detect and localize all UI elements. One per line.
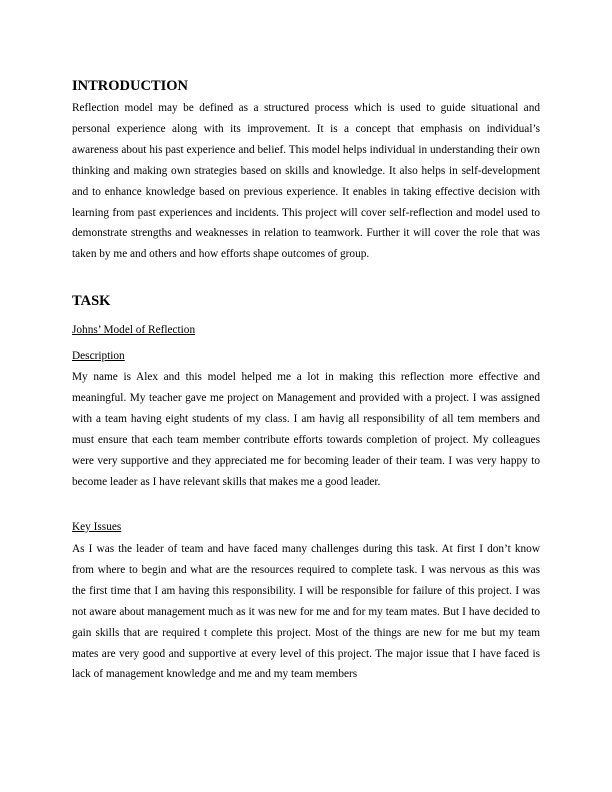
model-subheading: Johns’ Model of Reflection — [72, 324, 196, 336]
description-subheading: Description — [72, 350, 125, 362]
introduction-heading: INTRODUCTION — [72, 78, 189, 94]
introduction-paragraph: Reflection model may be defined as a structured process which is used to guide situational and personal experience along with its improvement. It is a concept that emphasis on individual’s awareness about his past experience and belief. This model helps individual in understanding their own thinking and making own strategies based on skills and knowledge. It also helps in self-development and to enhance knowledge based on previous experience. It enables in taking effective decision with learning from past experiences and incidents. This project will cover self-reflection and model used to demonstrate strengths and weaknesses in relation to teamwork. Further it will cover the role that was taken by me and others and how efforts shape outcomes of group. — [72, 102, 540, 261]
key-issues-paragraph: As I was the leader of team and have faced many challenges during this task. At first I don’t know from where to begin and what are the resources required to complete task. I was nervous as this was the first time that I am having this responsibility. I will be responsible for failure of this project. I was not aware about management much as it was new for me and for my team mates. But I have decided to gain skills that are required t complete this project. Most of the things are new for me but my team mates are very good and supportive at every level of this project. The major issue that I have faced is lack of management knowledge and me and my team members — [72, 543, 540, 681]
description-paragraph: My name is Alex and this model helped me a lot in making this reflection more effective and meaningful. My teacher gave me project on Management and provided with a project. I was assigned with a team having eight students of my class. I am havig all responsibility of all tem members and must ensure that each team member contribute efforts towards completion of project. My colleagues were very supportive and they appreciated me for becoming leader of their team. I was very happy to become leader as I have relevant skills that makes me a good leader. — [72, 371, 540, 488]
task-heading: TASK — [72, 293, 111, 309]
key-issues-subheading: Key Issues — [72, 521, 122, 533]
